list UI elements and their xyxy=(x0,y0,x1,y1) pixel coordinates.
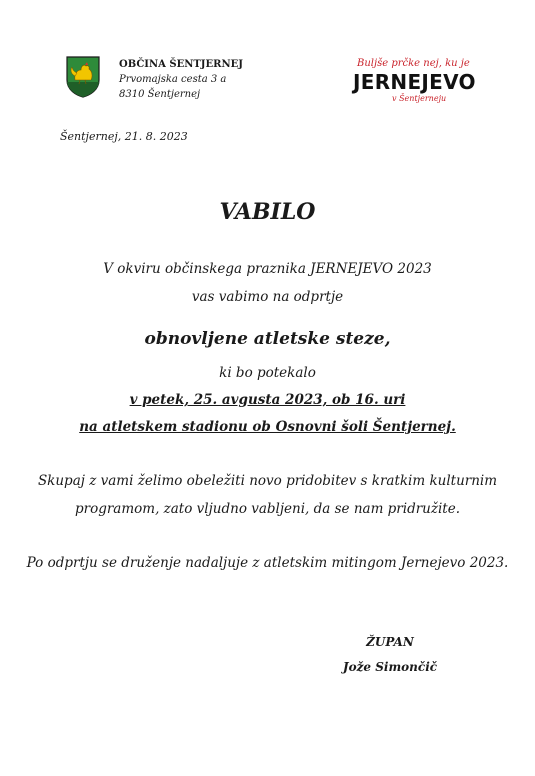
logo-tagline: Buljše prčke nej, ku je xyxy=(357,58,470,69)
paragraph-2: Po odprtju se druženje nadaljuje z atletskim mitingom Jernejevo 2023. xyxy=(26,555,509,571)
logo-wordmark: JERNEJEVO xyxy=(353,70,476,94)
signature-name: Jože Simončič xyxy=(342,660,438,674)
address-street: Prvomajska cesta 3 a xyxy=(119,74,227,85)
event-location: na atletskem stadionu ob Osnovni šoli Šentjernej. xyxy=(79,419,456,435)
event-connector: ki bo potekalo xyxy=(219,365,316,381)
page-title: VABILO xyxy=(219,199,316,225)
signature-title: ŽUPAN xyxy=(366,635,414,649)
address-city: 8310 Šentjernej xyxy=(119,89,201,100)
event-subject: obnovljene atletske steze, xyxy=(144,329,391,349)
intro-line-2: vas vabimo na odprtje xyxy=(191,289,344,305)
paragraph-1-line-1: Skupaj z vami želimo obeležiti novo pridobitev s kratkim kulturnim xyxy=(37,473,498,489)
jernejevo-logo xyxy=(352,58,476,110)
municipality-name: OBČINA ŠENTJERNEJ xyxy=(119,59,243,70)
logo-subtitle: v Šentjerneju xyxy=(392,94,447,103)
paragraph-1-line-2: programom, zato vljudno vabljeni, da se nam pridružite. xyxy=(74,501,461,517)
coat-of-arms-icon xyxy=(66,56,100,98)
document-date: Šentjernej, 21. 8. 2023 xyxy=(60,130,188,143)
intro-line-1: V okviru občinskega praznika JERNEJEVO 2023 xyxy=(103,261,432,277)
event-date-time: v petek, 25. avgusta 2023, ob 16. uri xyxy=(129,392,406,408)
municipality-address-block xyxy=(119,57,243,102)
